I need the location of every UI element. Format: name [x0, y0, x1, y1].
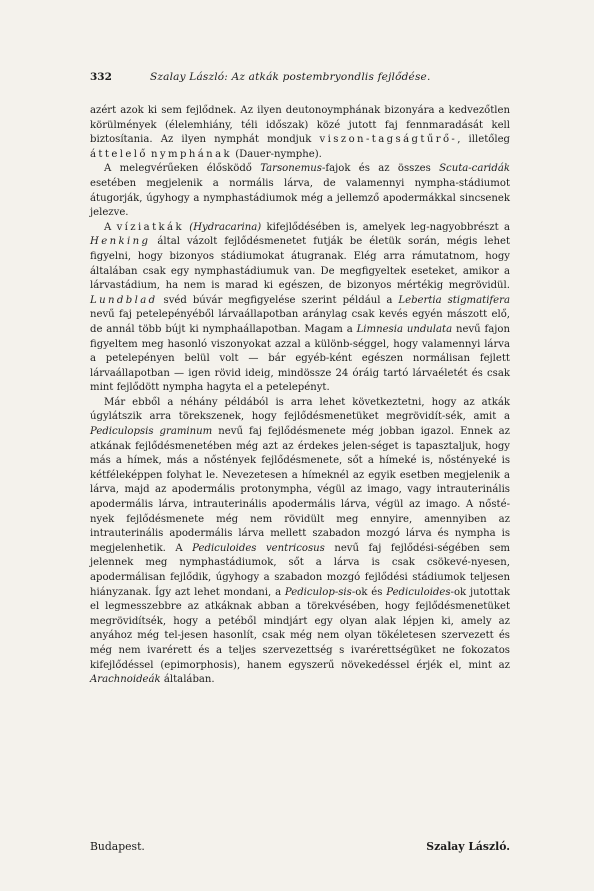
text-run: Pediculopsis graminum — [90, 426, 213, 438]
text-run: Arachnoideák — [90, 674, 161, 686]
text-run: Tarsonemus — [260, 163, 322, 175]
text-run: (Dauer-nymphe). — [232, 148, 322, 160]
text-run: -fajok és az összes — [321, 163, 440, 175]
text-run: kifejlődésében is, amelyek leg-nagyobbrészt a — [261, 221, 510, 233]
paragraph — [90, 396, 510, 688]
text-run: viszon-tagságtűrő- — [319, 134, 458, 146]
text-run: Pediculoides ventricosus — [192, 542, 325, 554]
text-run: nevű faj fejlődésmenete még jobban igazol. Ennek az atkának fejlődésmenetében még azt az érdekes jelen-séget is tapasztaljuk, hogy más a hímek, más a nőstények fejlődésmenete, sőt a hímeké is, nőstényeké is kétféleképpen folyhat le. Nevezetesen a hímeknél az egyik esetben megjelenik a lárva, majd az apodermális protonympha, végül az imago, vagy intrauterinális apodermális lárva, intrauterinális apodermális lárva, végül az imago. A nősté-nyek fejlődésmenete még nem rövidült meg ennyire, amennyiben az intrauterinális apodermális lárva mellett szabadon mozgó lárva és nympha is megjelenhetik. A — [90, 426, 510, 554]
text-run: Lundblad — [90, 294, 158, 306]
text-run: A — [104, 221, 117, 233]
text-run: Scuta-caridák — [439, 163, 510, 175]
paragraph — [90, 162, 510, 220]
text-run: áttelelő — [90, 148, 148, 160]
text-run: víziatkák — [116, 221, 184, 233]
text-run: nevű faj petelepényéből lárvaállapotban aránylag csak kevés egyén mászott elő, de annál több bújt ki nymphaállapotban. Magam a — [90, 309, 510, 335]
page-number: 332 — [90, 71, 112, 83]
text-run: nymphának — [151, 148, 233, 160]
text-run: általában. — [160, 674, 215, 686]
text-run: Limnesia undulata — [356, 323, 453, 335]
text-run: által vázolt fejlődésmenetet futják be életük során, mégis lehet figyelni, hogy bizonyos stádiumokat átugranak. Elég arra rámutatnom, hogy általában csak egy nymphastádiumuk van. De megfigyeltek eseteket, amikor a lárvastádium, ha nem is marad ki egészen, de bizonyos mértékig megrövidül. — [90, 236, 510, 292]
text-run: azért azok ki sem fejlődnek. Az ilyen deutonoymphának bizonyára a kedvezőtlen körülmények (élelemhiány, téli időszak) közé jutott faj fennmaradását kell biztosítania. Az ilyen nymphát mondjuk — [90, 105, 510, 146]
text-run: Henking — [90, 236, 151, 248]
text-run: Már ebből a néhány példából is arra lehet következtetni, hogy az atkák úgylátszik arra törekszenek, hogy fejlődésmenetüket megrövidít-sék, amit a — [90, 396, 510, 423]
article-body — [90, 104, 510, 688]
text-run: A melegvérűeken élősködő — [104, 163, 261, 175]
text-run: Pediculoides — [386, 586, 451, 598]
text-run: , illetőleg — [457, 134, 511, 146]
text-run: nevű faj fejlődési-ségében sem jelennek meg nymphastádiumok, sőt a lárva is csak csökevé-nyesen, apodermálisan fejlődik, úgyhogy a szabadon mozgó fejlődési stádiumok teljesen hiányzanak. Így azt lehet mondani, a — [90, 542, 511, 598]
text-run: -ok és — [351, 586, 387, 598]
paragraph — [90, 221, 510, 396]
running-head: Szalay László: Az atkák postembryondlis fejlődése. — [150, 71, 431, 83]
text-run: Pediculop-sis — [284, 586, 352, 598]
text-run: Lebertia stigmatifera — [398, 294, 510, 306]
text-run: (Hydracarina) — [189, 221, 262, 233]
text-run: svéd búvár megfigyelése szerint például a — [157, 294, 399, 306]
text-run: esetében megjelenik a normális lárva, de valamennyi nympha-stádiumot átugorják, úgyhogy a nymphastádiumok még a jellemző apodermákkal sincsenek jelezve. — [90, 177, 510, 219]
signoff-author: Szalay László. — [426, 840, 510, 853]
signoff-place: Budapest. — [90, 840, 145, 853]
paragraph — [90, 104, 510, 162]
text-run: nevű fajon figyeltem meg hasonló viszonyokat azzal a különb-séggel, hogy valamennyi lárva a petelepényen belül volt — bár egyéb-ként egészen normálisan fejlett lárvaállapotban — igen rövid ideig, mindössze 24 óráig tartó lárvaéletét és csak mint fejlődött nympha hagyta el a petelepényt. — [90, 323, 510, 394]
text-run: -ok jutottak el legmesszebbre az atkáknak abban a törekvésében, hogy fejlődésmenetüket megrövidítsék, hogy a petéből mindjárt egy olyan alak lépjen ki, amely az anyához még tel-jesen hasonlít, csak még nem olyan tökéletesen szervezett és még nem ivarérett és a teljes szervezettség s ivarérettségüket ne fokozatos kifejlődéssel (epimorphosis), hanem egyszerű növekedéssel érjék el, mint az — [90, 586, 510, 671]
